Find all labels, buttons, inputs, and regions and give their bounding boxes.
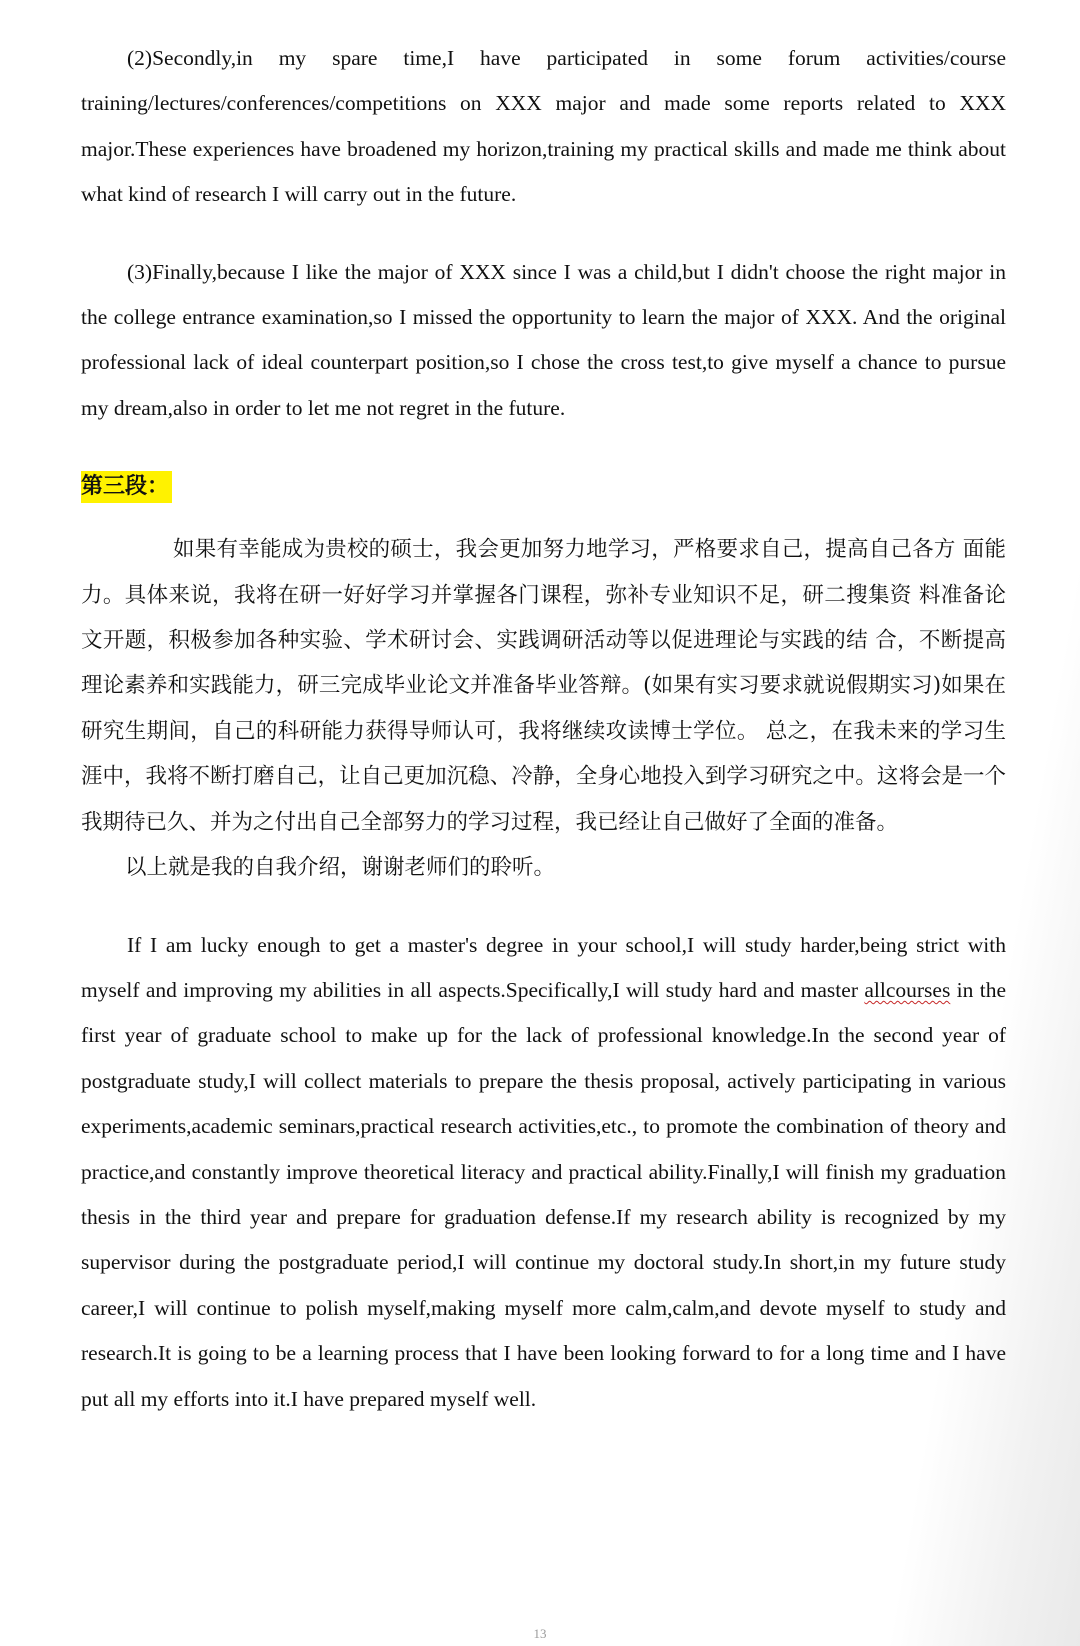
paragraph-chinese-closing: 以上就是我的自我介绍，谢谢老师们的聆听。 — [125, 855, 556, 881]
paragraph-english-plan — [81, 923, 1006, 1422]
page-content — [81, 36, 1006, 1422]
english-plan-text-2: in the first year of graduate school to make up for the lack of professional knowledge.In the second year of postgraduate study,I will collect materials to prepare the thesis proposal, actively participating in various experiments,academic seminars,practical research activities,etc., to promote the combination of theory and practice,and constantly improve theoretical literacy and practical ability.Finally,I will finish my graduation thesis in the third year and prepare for graduation defense.If my research ability is recognized by my supervisor during the postgraduate period,I will continue my doctoral study.In short,in my future study career,I will continue to polish myself,making myself more calm,calm,and devote myself to study and research.It is going to be a learning process that I have been looking forward to for a long time and I have put all my efforts into it.I have prepared myself well. — [81, 977, 1007, 1411]
spellcheck-flagged-word: allcourses — [864, 977, 951, 1002]
paragraph-secondly: (2)Secondly,in my spare time,I have participated in some forum activities/course training/lectures/conferences/competitions on XXX major and made some reports related to XXX major.These experiences have broadened my horizon,training my practical skills and made me think about what kind of research I will carry out in the future. — [81, 46, 1006, 207]
paragraph-finally: (3)Finally,because I like the major of XXX since I was a child,but I didn't choose the right major in the college entrance examination,so I missed the opportunity to learn the major of XXX. And the original professional lack of ideal counterpart position,so I chose the cross test,to give myself a chance to pursue my dream,also in order to let me not regret in the future. — [81, 259, 1006, 420]
english-plan-text-1: If I am lucky enough to get a master's degree in your school,I will study harder,being strict with myself and improving my abilities in all aspects.Specifically,I will study hard and master — [81, 932, 1006, 1002]
section-heading-highlighted: 第三段： — [81, 471, 172, 503]
section-heading-wrap — [81, 471, 1006, 503]
paragraph-chinese-plan: 如果有幸能成为贵校的硕士，我会更加努力地学习，严格要求自己，提高自己各方 面能力。具体来说，我将在研一好好学习并掌握各门课程，弥补专业知识不足，研二搜集资 料准备论文开题，积极参加各种实验、学术研讨会、实践调研活动等以促进理论与实践的结 合，不断提高理论素养和实践能力，研三完成毕业论文并准备毕业答辩。(如果有实习要求就说假期实习)如果在研究生期间，自己的科研能力获得导师认可，我将继续攻读博士学位。 总之，在我未来的学习生涯中，我将不断打磨自己，让自己更加沉稳、冷静，全身心地投入到学习研究之中。这将会是一个我期待已久、并为之付出自己全部努力的学习过程，我已经让自己做好了全面的准备。 — [81, 537, 1006, 835]
page-number: 13 — [533, 1626, 547, 1641]
